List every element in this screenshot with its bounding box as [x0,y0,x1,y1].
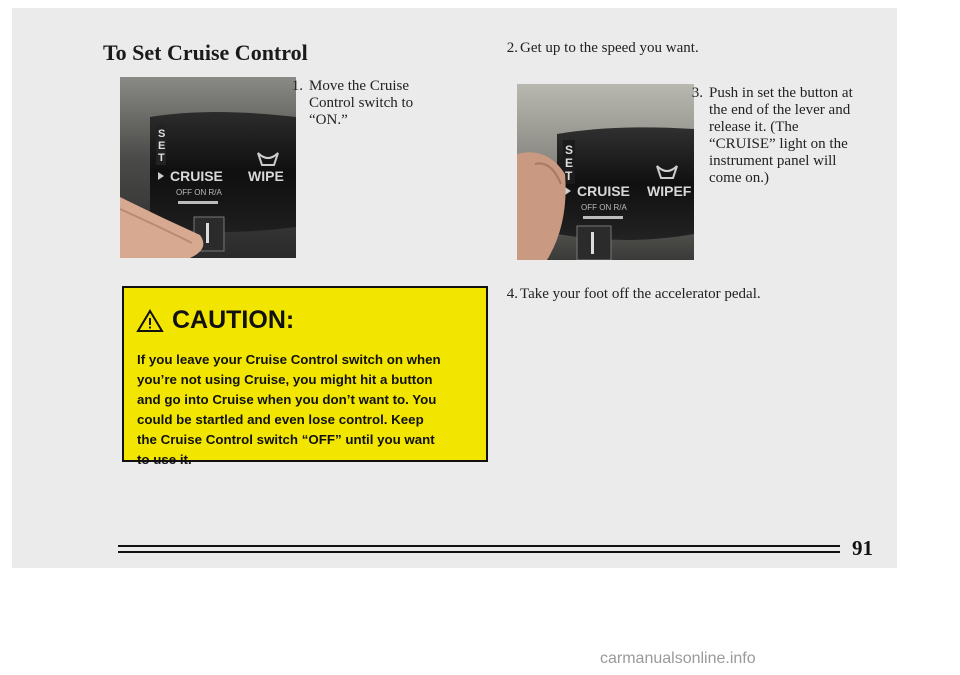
photo2-set-t: T [565,169,573,183]
step-1-number: 1. [291,78,303,94]
section-title: To Set Cruise Control [103,40,308,65]
photo1-set-s: S [158,128,166,140]
step-4-line-1: Take your foot off the accelerator pedal. [520,286,761,302]
cruise-lever-image-1 [120,77,296,258]
page-number: 91 [852,536,873,560]
caution-box [122,286,488,467]
step-2-line-1: Get up to the speed you want. [520,40,699,56]
step-1-line-3: “ON.” [309,112,348,128]
photo1-set-e: E [158,140,166,152]
caution-line-4: could be startled and even lose control. Keep [137,412,424,427]
footer-rule-bottom [118,551,840,553]
step-1 [281,78,461,138]
cruise-switch-photo-2 [517,84,694,260]
cruise-lever-image-2 [517,84,694,260]
caution-line-5: the Cruise Control switch “OFF” until you want [137,432,435,447]
step-3-line-2: the end of the lever and [709,102,851,118]
step-3 [681,85,891,195]
step-1-line-1: Move the Cruise [309,78,409,94]
step-3-line-4: “CRUISE” light on the [709,136,848,152]
step-4 [496,286,836,306]
step-2 [496,40,796,60]
caution-text [137,350,482,470]
photo2-set-s: S [565,143,574,157]
step-3-line-5: instrument panel will [709,153,837,169]
caution-line-3: and go into Cruise when you don’t want to. You [137,392,437,407]
step-3-line-1: Push in set the button at [709,85,853,101]
step-4-number: 4. [506,286,518,302]
photo2-modes: OFF ON R/A [581,203,627,212]
step-1-line-2: Control switch to [309,95,414,111]
photo1-cruise-label: CRUISE [170,168,223,184]
photo2-set-e: E [565,156,574,170]
caution-line-2: you’re not using Cruise, you might hit a button [137,372,433,387]
caution-line-1: If you leave your Cruise Control switch on when [137,352,441,367]
caution-line-6: to use it. [137,452,192,467]
watermark: carmanualsonline.info [600,650,756,667]
photo2-cruise-label: CRUISE [577,183,630,199]
photo1-wiper-label: WIPE [248,168,284,184]
step-3-number: 3. [691,85,703,101]
warning-triangle-icon [136,309,164,333]
caution-heading: CAUTION: [172,306,295,334]
photo2-wiper-label: WIPEF [647,183,692,199]
footer-rule-top [118,545,840,547]
photo1-set-t: T [158,152,165,164]
step-2-number: 2. [506,40,518,56]
cruise-switch-photo-1 [120,77,296,258]
step-3-line-3: release it. (The [709,119,799,135]
step-3-line-6: come on.) [709,170,769,186]
photo1-modes: OFF ON R/A [176,188,222,197]
